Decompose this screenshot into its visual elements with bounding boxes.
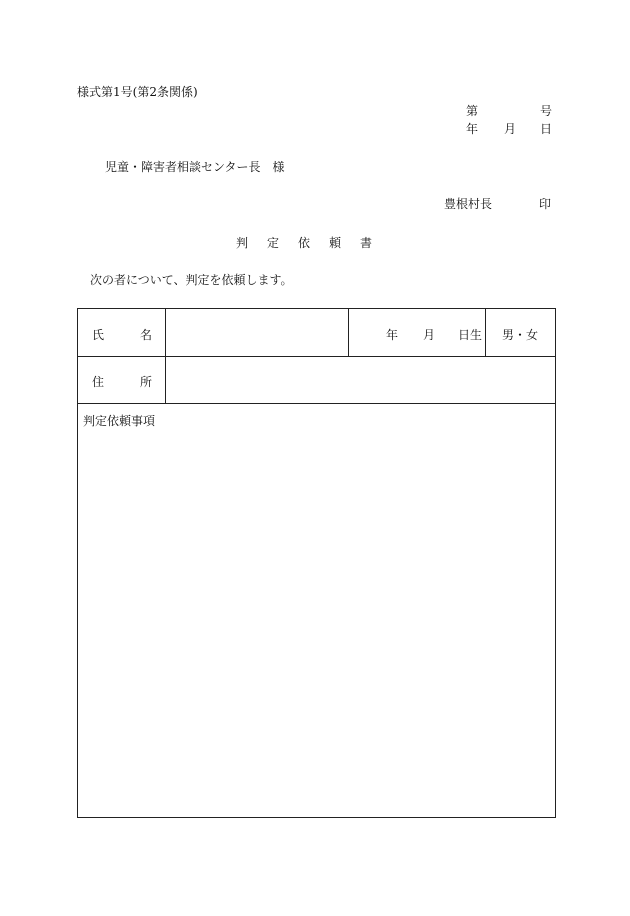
name-input-cell[interactable] <box>166 309 349 356</box>
title-char: 定 <box>267 236 280 250</box>
issue-date-month: 月 <box>504 122 517 136</box>
gender-options: 男・女 <box>502 328 539 342</box>
request-items-label: 判定依頼事項 <box>83 414 156 428</box>
address-input-cell[interactable] <box>166 356 555 403</box>
intro-text: 次の者について、判定を依頼します。 <box>90 273 293 287</box>
title-char: 依 <box>298 236 311 250</box>
document-number-prefix: 第 <box>466 104 479 118</box>
gender-cell[interactable] <box>486 309 555 356</box>
birthdate-day: 日生 <box>458 328 483 342</box>
addressee: 児童・障害者相談センター長 様 <box>105 160 285 174</box>
name-label-a: 氏 <box>92 328 105 342</box>
title-char: 書 <box>360 236 373 250</box>
birthdate-month: 月 <box>423 328 436 342</box>
title-char: 頼 <box>329 236 342 250</box>
title-char: 判 <box>236 236 249 250</box>
sender <box>444 197 552 211</box>
name-label-cell <box>78 309 166 356</box>
document-title <box>236 236 391 250</box>
name-label-b: 名 <box>140 328 153 342</box>
issue-date-day: 日 <box>540 122 553 136</box>
birthdate-cell[interactable] <box>349 309 486 356</box>
address-label-a: 住 <box>92 375 105 389</box>
document-number-suffix: 号 <box>540 104 553 118</box>
address-row <box>78 356 555 404</box>
seal-mark: 印 <box>539 197 552 211</box>
request-form-table <box>77 308 556 818</box>
name-row <box>78 309 555 357</box>
address-label-cell <box>78 356 166 403</box>
form-number: 様式第1号(第2条関係) <box>77 85 198 99</box>
birthdate-year: 年 <box>386 328 399 342</box>
address-label-b: 所 <box>140 375 153 389</box>
issue-date-year: 年 <box>466 122 479 136</box>
sender-name: 豊根村長 <box>444 197 493 211</box>
